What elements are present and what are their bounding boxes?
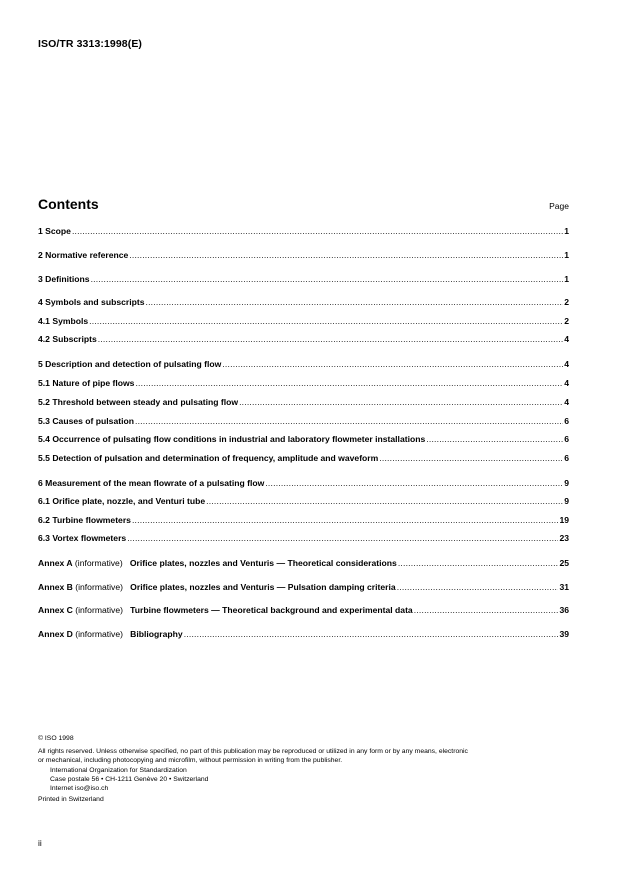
annex-head: Annex B [38,582,73,592]
internet-contact: Internet iso@iso.ch [50,785,109,792]
annex-title: Turbine flowmeters — Theoretical background and experimental data [130,605,413,615]
toc-entry-label: 6.3 Vortex flowmeters [38,533,127,543]
dot-leader [414,605,559,615]
postal-address: Case postale 56 • CH-1211 Genève 20 • Switzerland [50,776,209,783]
annex-head: Annex C [38,605,73,615]
toc-entry-page: 9 [564,496,569,506]
rights-line-1: All rights reserved. Unless otherwise specified, no part of this publication may be reproduced or utilized in any form or by any means, electronic [38,748,468,755]
toc-entry-label: 5.3 Causes of pulsation [38,416,134,426]
toc-entry-6-1[interactable] [38,496,569,509]
toc-entry-3[interactable] [38,274,569,287]
toc-entry-label: 6.2 Turbine flowmeters [38,515,131,525]
dot-leader [72,226,563,236]
dot-leader [146,297,564,307]
annex-head: Annex D [38,629,73,639]
annex-note: (informative) [72,558,123,568]
toc-annex-a[interactable] [38,558,569,571]
toc-entry-5-5[interactable] [38,453,569,466]
toc-entry-page: 2 [564,297,569,307]
dot-leader [91,274,564,284]
toc-entry-label: 3 Definitions [38,274,90,284]
annex-title: Orifice plates, nozzles and Venturis — Pulsation damping criteria [130,582,396,592]
toc-entry-page: 36 [559,605,569,615]
dot-leader [135,416,563,426]
toc-entry-page: 4 [564,397,569,407]
dot-leader [397,582,559,592]
toc-entry-page: 2 [564,316,569,326]
toc-entry-label: 1 Scope [38,226,71,236]
toc-entry-page: 6 [564,416,569,426]
dot-leader [379,453,563,463]
toc-entry-page: 4 [564,334,569,344]
dot-leader [129,250,563,260]
toc-entry-label: 4.1 Symbols [38,316,89,326]
toc-entry-label: 2 Normative reference [38,250,129,260]
toc-entry-5-2[interactable] [38,397,569,410]
toc-annex-c[interactable] [38,605,569,618]
toc-entry-page: 39 [559,629,569,639]
toc-entry-label: 4.2 Subscripts [38,334,97,344]
contents-title: Contents [38,196,99,212]
annex-note: (informative) [72,605,123,615]
toc-entry-5-3[interactable] [38,416,569,429]
rights-line-2: or mechanical, including photocopying and microfilm, without permission in writing from the publisher. [38,757,343,764]
dot-leader [127,533,558,543]
toc-entry-6[interactable] [38,478,569,491]
toc-annex-label [38,582,396,592]
toc-entry-5-1[interactable] [38,378,569,391]
toc-entry-page: 6 [564,453,569,463]
annex-note: (informative) [72,582,123,592]
dot-leader [265,478,563,488]
toc-entry-6-2[interactable] [38,515,569,528]
copyright-line: © ISO 1998 [38,735,74,742]
toc-entry-6-3[interactable] [38,533,569,546]
publisher-address [38,766,578,793]
annex-head: Annex A [38,558,73,568]
printed-in: Printed in Switzerland [38,796,104,803]
annex-title: Bibliography [130,629,183,639]
toc-entry-4[interactable] [38,297,569,310]
dot-leader [132,515,558,525]
dot-leader [89,316,563,326]
toc-entry-label: 5.5 Detection of pulsation and determination of frequency, amplitude and waveform [38,453,379,463]
toc-entry-5-4[interactable] [38,434,569,447]
toc-entry-2[interactable] [38,250,569,263]
toc-entry-label: 5.4 Occurrence of pulsating flow conditions in industrial and laboratory flowmeter installations [38,434,426,444]
dot-leader [222,359,563,369]
dot-leader [135,378,563,388]
dot-leader [98,334,563,344]
toc-entry-label: 5 Description and detection of pulsating flow [38,359,222,369]
toc-entry-label: 6 Measurement of the mean flowrate of a pulsating flow [38,478,265,488]
toc-entry-4-2[interactable] [38,334,569,347]
toc-entry-page: 25 [559,558,569,568]
toc-annex-label [38,629,183,639]
toc-entry-4-1[interactable] [38,316,569,329]
page-column-label: Page [549,201,569,211]
toc-annex-label [38,558,397,568]
toc-entry-5[interactable] [38,359,569,372]
doc-id: ISO/TR 3313:1998(E) [38,38,143,50]
copyright-footer [38,734,578,804]
toc-entry-page: 1 [564,226,569,236]
dot-leader [239,397,563,407]
toc-entry-page: 1 [564,250,569,260]
annex-title: Orifice plates, nozzles and Venturis — Theoretical considerations [129,558,397,568]
dot-leader [184,629,559,639]
toc-annex-b[interactable] [38,582,569,595]
dot-leader [426,434,563,444]
toc-entry-page: 19 [559,515,569,525]
toc-entry-label: 5.1 Nature of pipe flows [38,378,135,388]
toc-entry-label: 4 Symbols and subscripts [38,297,145,307]
toc-entry-label: 6.1 Orifice plate, nozzle, and Venturi tube [38,496,206,506]
page-number: ii [38,838,42,848]
rights-notice [38,747,578,765]
toc-entry-page: 31 [559,582,569,592]
toc-entry-page: 1 [564,274,569,284]
toc-entry-1[interactable] [38,226,569,239]
toc-entry-page: 4 [564,378,569,388]
dot-leader [398,558,559,568]
toc-annex-label [38,605,413,615]
toc-entry-page: 23 [559,533,569,543]
annex-note: (informative) [72,629,123,639]
org-name: International Organization for Standardization [50,767,187,774]
toc-entry-page: 6 [564,434,569,444]
toc-entry-page: 9 [564,478,569,488]
toc-entry-page: 4 [564,359,569,369]
toc-annex-d[interactable] [38,629,569,642]
toc-entry-label: 5.2 Threshold between steady and pulsating flow [38,397,239,407]
dot-leader [206,496,563,506]
